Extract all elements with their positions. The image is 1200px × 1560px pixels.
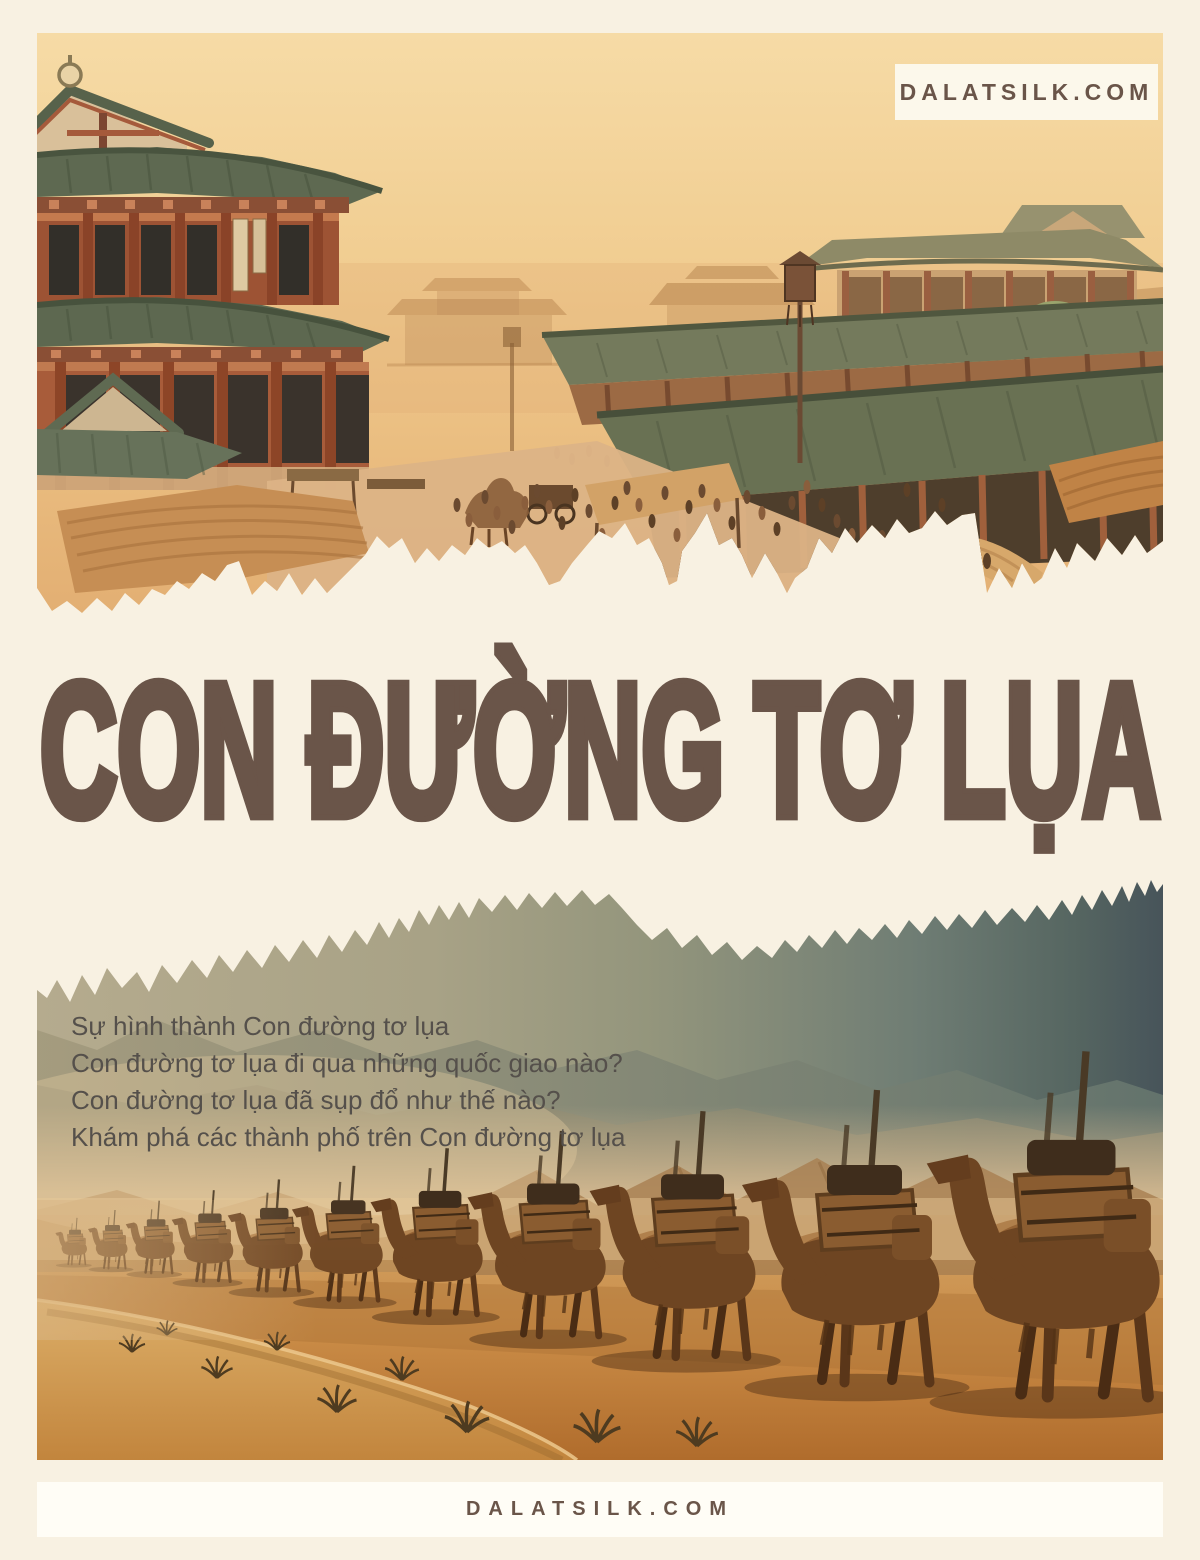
- poster-title-art: [37, 630, 1163, 860]
- site-badge: [895, 64, 1158, 120]
- bottom-illustration-camel-caravan: [37, 880, 1163, 1460]
- topics-list: [71, 1008, 711, 1156]
- poster-title-text: CON ĐƯỜNG TƠ LỤA: [39, 646, 1160, 856]
- site-badge-label: DALATSILK.COM: [899, 78, 1154, 105]
- top-illustration-silk-road-city: [37, 33, 1163, 623]
- poster-title: [37, 630, 1163, 860]
- topic-line: Con đường tơ lụa đã sụp đổ như thế nào?: [71, 1085, 561, 1115]
- topic-line: Khám phá các thành phố trên Con đường tơ lụa: [71, 1122, 626, 1152]
- footer-site-url: [37, 1482, 1163, 1537]
- footer-site-url-label: DALATSILK.COM: [465, 1498, 735, 1520]
- topic-line: Con đường tơ lụa đi qua những quốc giao nào?: [71, 1048, 623, 1078]
- topic-line: Sự hình thành Con đường tơ lụa: [71, 1011, 450, 1041]
